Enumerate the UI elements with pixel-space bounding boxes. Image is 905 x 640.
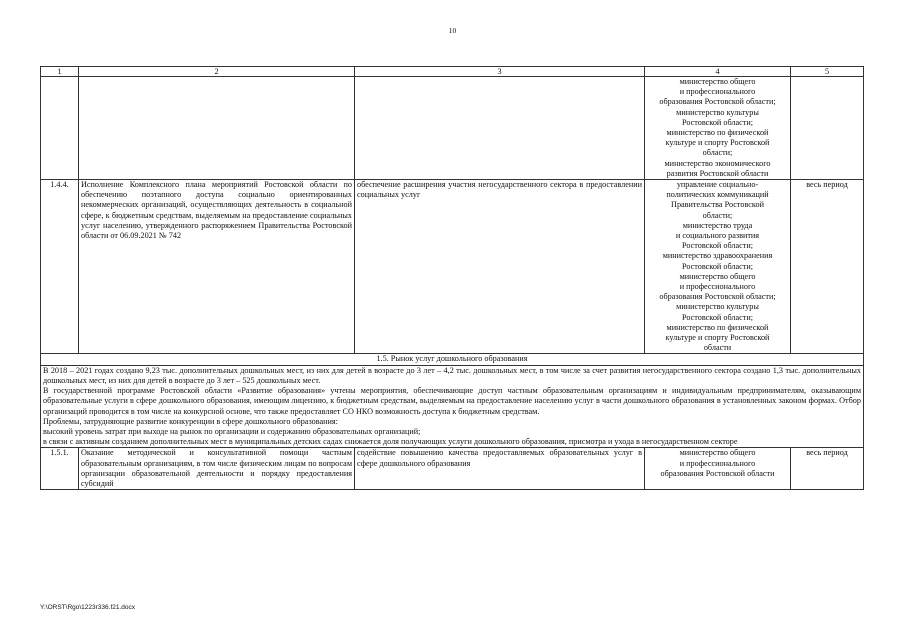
executor-line: Правительства Ростовской [671, 200, 764, 210]
executor-line: образования Ростовской области; [659, 97, 776, 107]
column-number: 5 [791, 67, 864, 77]
executor-line: министерство общего [679, 77, 756, 86]
column-number: 4 [645, 67, 791, 77]
table-row [41, 448, 864, 490]
executor-line: министерство культуры [676, 302, 759, 312]
file-path-footer: Y:\ORST\Rgo\1223r336.f21.docx [40, 604, 136, 611]
executors-cell [645, 77, 791, 180]
row-number: 1.4.4. [41, 180, 79, 354]
executor-line: Ростовской области; [681, 312, 754, 322]
executor-line: и профессионального [679, 282, 756, 292]
executors-cell [645, 448, 791, 490]
period-cell [791, 77, 864, 180]
paragraph: Проблемы, затрудняющие развитие конкуренции в сфере дошкольного образования: [43, 416, 338, 426]
table-row [41, 180, 864, 354]
executor-line: министерство общего [679, 448, 756, 458]
executor-line: области [703, 343, 732, 353]
executors-cell [645, 180, 791, 354]
executor-line: министерство культуры [676, 107, 759, 117]
section-title-row [41, 354, 864, 365]
executor-line: области; [702, 148, 733, 158]
executor-line: культуре и спорту Ростовской [665, 333, 770, 343]
executor-line: политических коммуникаций [666, 190, 769, 200]
executor-line: Ростовской области; [681, 241, 754, 251]
executor-line: образования Ростовской области; [659, 292, 776, 302]
executor-line: развития Ростовской области [666, 168, 769, 178]
executor-line: культуре и спорту Ростовской [665, 138, 770, 148]
section-text [41, 365, 864, 448]
executor-line: и социального развития [675, 231, 760, 241]
executor-line: министерство здравоохранения [662, 251, 773, 261]
section-title: 1.5. Рынок услуг дошкольного образования [41, 354, 864, 365]
executor-line: управление социально- [676, 180, 759, 190]
measure-cell [79, 77, 355, 180]
executor-line: Ростовской области; [681, 117, 754, 127]
executor-line: министерство экономического [664, 158, 771, 168]
table-header-row [41, 67, 864, 77]
executor-line: образования Ростовской области [660, 468, 775, 478]
result-cell: содействие повышению качества предоставляемых образовательных услуг в сфере дошкольного образования [355, 448, 645, 490]
measures-table [40, 66, 864, 490]
period-cell: весь период [791, 448, 864, 490]
measure-cell: Исполнение Комплексного плана мероприятий Ростовской области по обеспечению поэтапного доступа социально ориентированных некоммерческих организаций, осуществляющих деятельность в социальной сфере, к бюджетным средствам, выделяемым на предоставление социальных услуг населению, утвержденного распоряжением Правительства Ростовской области от 06.09.2021 № 742 [79, 180, 355, 354]
executor-line: Ростовской области; [681, 261, 754, 271]
executor-line: и профессионального [679, 87, 756, 97]
executor-line: области; [702, 210, 733, 220]
column-number: 1 [41, 67, 79, 77]
page-number: 10 [448, 26, 457, 35]
paragraph: В государственной программе Ростовской области «Развитие образования» учтены мероприятия, обеспечивающие доступ частным образовательным организациям и индивидуальным предпринимателям, оказывающим образовательные услуги в сфере дошкольного образования, имеющим лицензию, к бюджетным средствам, выделяемым на предоставление населению услуг в части дошкольного образования в установленных законом формах. Отбор организаций проводится в том числе на конкурсной основе, что также предоставляет СО НКО возможность доступа к бюджетным средствам. [43, 386, 861, 416]
table-row [41, 77, 864, 180]
measure-cell: Оказание методической и консультативной помощи частным образовательным организациям, в том числе физическим лицам по вопросам организации образовательной деятельности и порядку предоставления субсидий [79, 448, 355, 490]
result-cell [355, 77, 645, 180]
result-cell: обеспечение расширения участия негосударственного сектора в предоставлении социальных услуг [355, 180, 645, 354]
column-number: 3 [355, 67, 645, 77]
paragraph: в связи с активным созданием дополнительных мест в муниципальных детских садах снижается доля получающих услуги дошкольного образования, присмотра и ухода в негосударственном секторе [43, 437, 738, 447]
section-text-row [41, 365, 864, 448]
executor-line: министерство труда [682, 220, 753, 230]
column-number: 2 [79, 67, 355, 77]
executor-line: министерство по физической [666, 322, 769, 332]
paragraph: высокий уровень затрат при выходе на рынок по организации и содержанию образовательных организаций; [43, 426, 421, 436]
executor-line: министерство общего [679, 271, 756, 281]
executor-line: и профессионального [679, 458, 756, 468]
period-cell: весь период [791, 180, 864, 354]
row-number: 1.5.1. [41, 448, 79, 490]
executor-line: министерство по физической [666, 128, 769, 138]
paragraph: В 2018 – 2021 годах создано 9,23 тыс. дополнительных дошкольных мест, из них для детей в возрасте до 3 лет – 4,2 тыс. дошкольных мест, в том числе за счет развития негосударственного сектора создано 1,3 тыс. дополнительных дошкольных мест, из них для детей в возрасте до 3 лет – 525 дошкольных мест. [43, 365, 861, 385]
row-number [41, 77, 79, 180]
